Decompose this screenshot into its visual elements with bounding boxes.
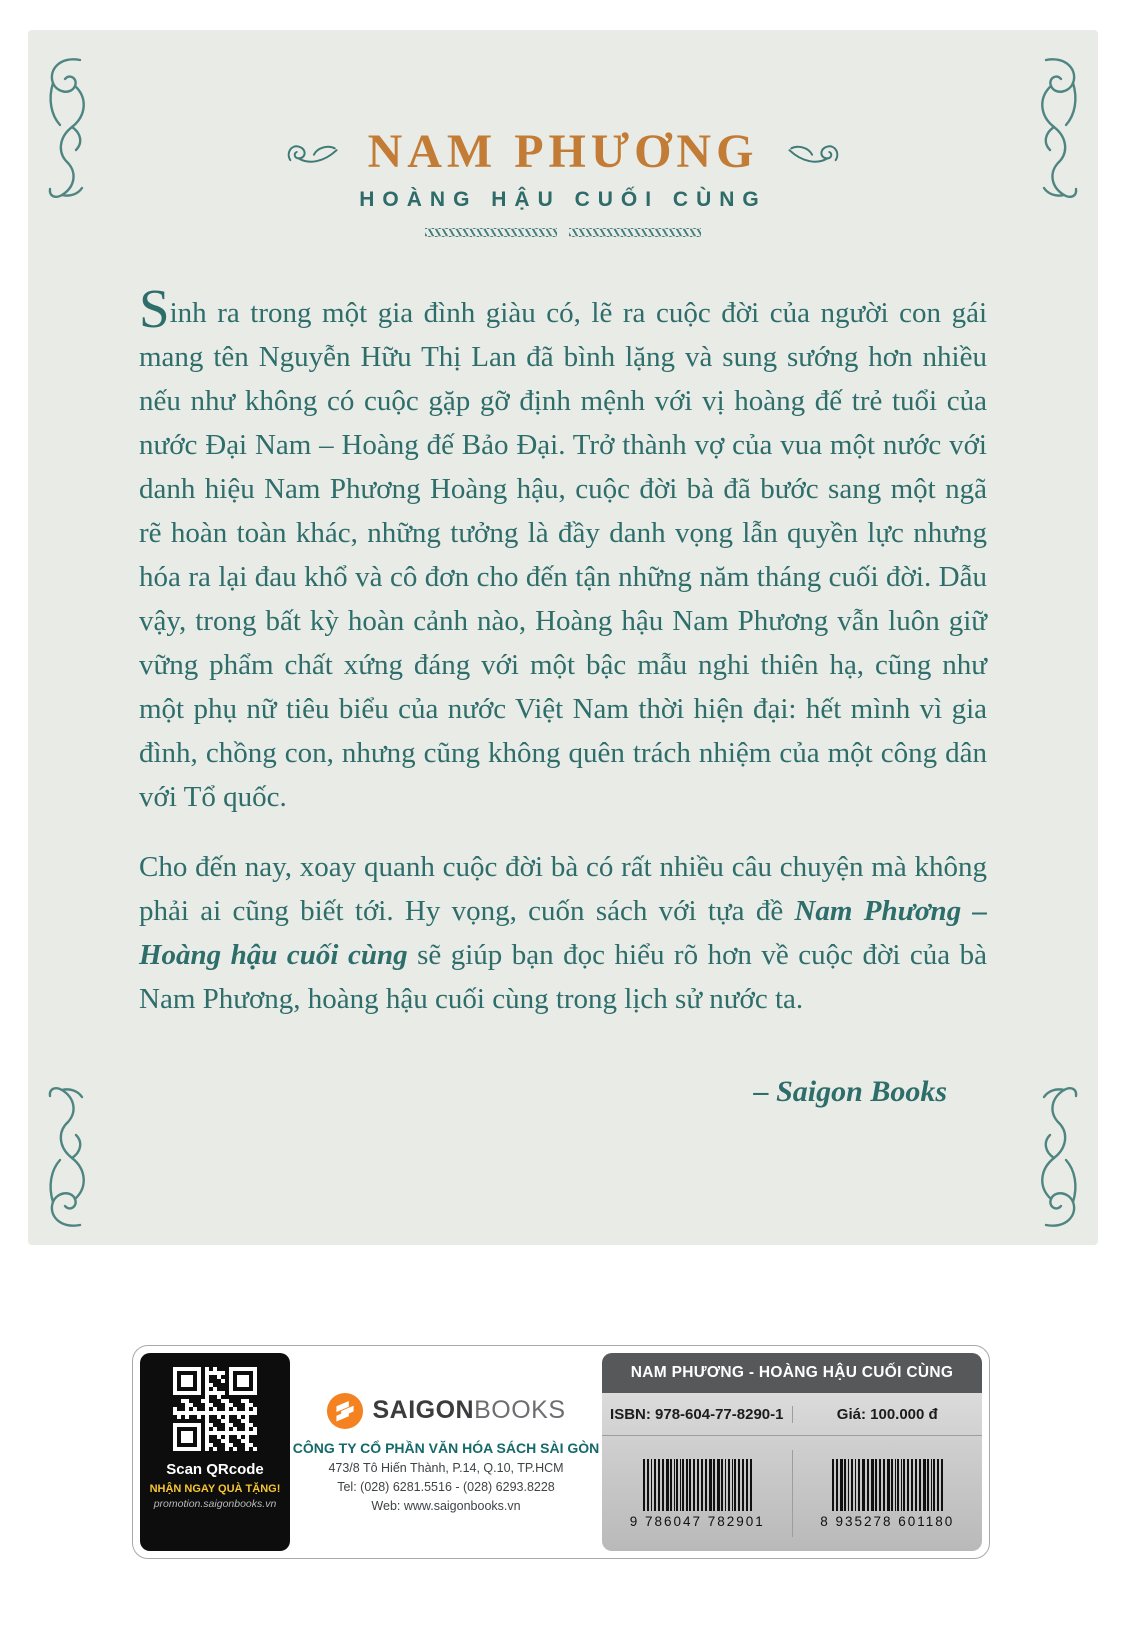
- drop-cap: S: [139, 278, 170, 339]
- brand-name: [372, 1396, 565, 1425]
- barcode-isbn-number: 9 786047 782901: [629, 1513, 765, 1529]
- cloud-ornament-right: [784, 138, 842, 166]
- isbn: ISBN: 978-604-77-8290-1: [602, 1406, 793, 1423]
- price: Giá: 100.000 đ: [836, 1405, 938, 1423]
- saigonbooks-logo-icon: [326, 1392, 364, 1430]
- book-subtitle: HOÀNG HẬU CUỐI CÙNG: [359, 188, 767, 211]
- qr-panel: [140, 1353, 290, 1551]
- synopsis: [139, 278, 987, 1021]
- paragraph-2-book-title: Nam Phương – Hoàng hậu cuối cùng: [139, 895, 987, 971]
- qr-code: [171, 1365, 259, 1453]
- cloud-ornament-left: [284, 138, 342, 166]
- synopsis-paragraph-1: [139, 278, 987, 819]
- paragraph-1-text: inh ra trong một gia đình giàu có, lẽ ra cuộc đời của người con gái mang tên Nguyễn Hữu Thị Lan đã bình lặng và sung sướng hơn nhiều nếu như không có cuộc gặp gỡ định mệnh với vị hoàng đế trẻ tuổi của nước Đại Nam – Hoàng đế Bảo Đại. Trở thành vợ của vua một nước với danh hiệu Nam Phương Hoàng hậu, cuộc đời bà đã bước sang một ngã rẽ hoàn toàn khác, những tưởng là đầy danh vọng lẫn quyền lực nhưng hóa ra lại đau khổ và cô đơn cho đến tận những năm tháng cuối đời. Dẫu vậy, trong bất kỳ hoàn cảnh nào, Hoàng hậu Nam Phương vẫn luôn giữ vững phẩm chất xứng đáng với một bậc mẫu nghi thiên hạ, cũng như một phụ nữ tiêu biểu của nước Việt Nam thời hiện đại: hết mình vì gia đình, chồng con, nhưng cũng không quên trách nhiệm của một công dân với Tổ quốc.: [139, 297, 987, 813]
- publisher-panel: [292, 1353, 600, 1551]
- corner-flourish-top-left: [42, 54, 100, 204]
- book-info-title-bar: NAM PHƯƠNG - HOÀNG HẬU CUỐI CÙNG: [602, 1353, 982, 1393]
- book-title: NAM PHƯƠNG: [367, 125, 759, 178]
- paragraph-2-lead: Cho đến nay, xoay quanh cuộc đời bà có rất nhiều câu chuyện mà không phải ai cũng biết tới. Hy vọng, cuốn sách với tựa đề: [139, 851, 987, 927]
- company-address: 473/8 Tô Hiến Thành, P.14, Q.10, TP.HCM: [328, 1460, 564, 1475]
- corner-flourish-top-right: [1026, 54, 1084, 204]
- barcode-product: [820, 1459, 954, 1529]
- synopsis-paragraph-2: [139, 845, 987, 1021]
- brand-name-bold: SAIGON: [372, 1396, 475, 1424]
- corner-flourish-bottom-right: [1026, 1081, 1084, 1231]
- company-web: Web: www.saigonbooks.vn: [371, 1498, 521, 1513]
- back-cover-panel: [28, 30, 1098, 1245]
- company-tel: Tel: (028) 6281.5516 - (028) 6293.8228: [337, 1479, 555, 1494]
- corner-flourish-bottom-left: [42, 1081, 100, 1231]
- isbn-price-row: [602, 1393, 982, 1436]
- title-block: [28, 30, 1098, 237]
- publisher-footer-bar: [132, 1345, 990, 1559]
- brand-name-light: BOOKS: [474, 1396, 566, 1424]
- barcode-isbn-bars: [643, 1459, 752, 1511]
- book-info-panel: [602, 1353, 982, 1551]
- qr-promo-url: promotion.saigonbooks.vn: [153, 1498, 277, 1510]
- publisher-signature: – Saigon Books: [753, 1075, 947, 1108]
- paragraph-2-tail: sẽ giúp bạn đọc hiểu rõ hơn về cuộc đời của bà Nam Phương, hoàng hậu cuối cùng trong lịch sử nước ta.: [139, 939, 987, 1015]
- publisher-logo: [326, 1392, 565, 1430]
- qr-scan-label: Scan QRcode: [166, 1461, 264, 1478]
- qr-gift-label: NHẬN NGAY QUÀ TẶNG!: [149, 1483, 281, 1495]
- barcode-product-number: 8 935278 601180: [820, 1513, 955, 1529]
- company-name: CÔNG TY CỔ PHẦN VĂN HÓA SÁCH SÀI GÒN: [292, 1439, 600, 1456]
- barcode-product-bars: [832, 1459, 943, 1511]
- barcode-isbn: [630, 1459, 765, 1529]
- barcode-divider: [792, 1450, 793, 1537]
- ornamental-divider: [28, 228, 1098, 237]
- barcode-row: [602, 1436, 982, 1551]
